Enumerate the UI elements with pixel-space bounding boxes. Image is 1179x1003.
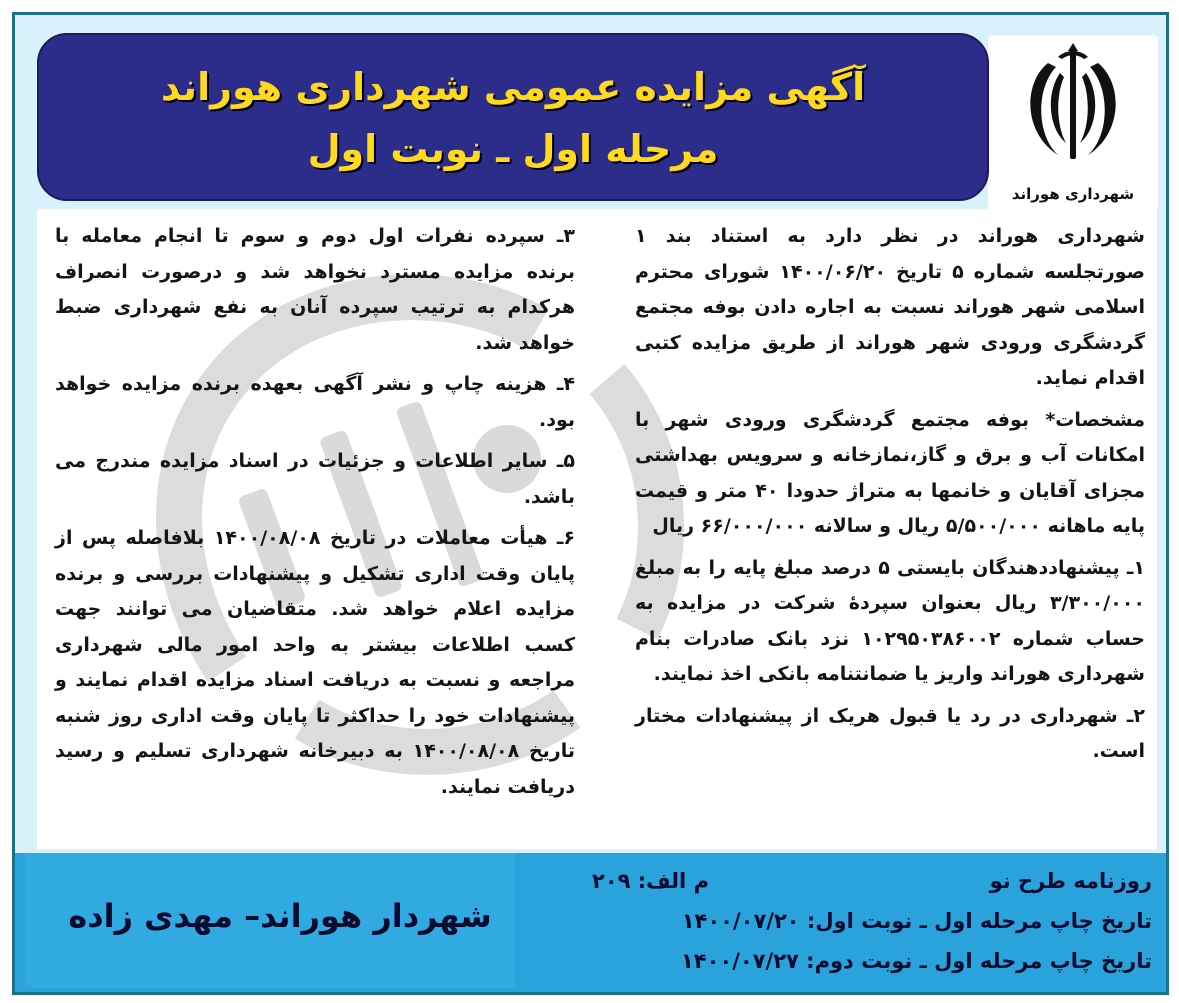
paragraph-item-2: ۲ـ شهرداری در رد یا قبول هریک از پیشنهادات مختار است.	[635, 704, 1145, 762]
banner-title: آگهی مزایده عمومی شهرداری هوراند	[160, 65, 866, 109]
first-print-date-label: تاریخ چاپ مرحله اول ـ نوبت اول:	[806, 909, 1152, 933]
title-banner	[37, 33, 989, 201]
emblem-caption: شهرداری هوراند	[1011, 185, 1135, 203]
paragraph-intro: شهرداری هوراند در نظر دارد به استناد بند ۱ صورتجلسه شماره ۵ تاریخ ۱۴۰۰/۰۶/۲۰ شورای محترم اسلامی شهر هوراند نسبت به اجاره دادن بوفه مجتمع گردشگری ورودی شهر هوراند از طریق مزایده کتبی اقدام نماید.	[635, 225, 1146, 389]
advertisement-page	[12, 12, 1169, 995]
paragraph-item-6: ۶ـ هیأت معاملات در تاریخ ۱۴۰۰/۰۸/۰۸ بلافاصله پس از پایان وقت اداری تشکیل و پیشنهادات بررسی و برنده مزایده اعلام خواهد شد. متقاضیان می توانند جهت کسب اطلاعات بیشتر به واحد امور مالی شهرداری مراجعه و نسبت به دریافت اسناد مزایده اقدام نمایند و پیشنهادات خود را حداکثر تا پایان وقت اداری روز شنبه تاریخ ۱۴۰۰/۰۸/۰۸ به دبیرخانه شهرداری تسلیم و رسید دریافت نمایند.	[55, 527, 576, 798]
second-print-date: ۱۴۰۰/۰۷/۲۷	[680, 949, 799, 973]
mayor-signature: شهردار هوراند– مهدی زاده	[68, 897, 492, 935]
paragraph-item-4: ۴ـ هزینه چاپ و نشر آگهی بعهده برنده مزایده خواهد بود.	[55, 373, 575, 431]
paragraph-item-1: ۱ـ پیشنهاددهندگان بایستی ۵ درصد مبلغ پایه را به مبلغ ۳/۳۰۰/۰۰۰ ریال بعنوان سپردهٔ شرکت در مزایده به حساب شماره ۱۰۲۹۵۰۳۸۶۰۰۲ نزد بانک صادرات بنام شهرداری هوراند واریز یا ضمانتنامه بانکی اخذ نمایند.	[635, 556, 1145, 685]
left-column	[55, 219, 575, 811]
second-print-date-label: تاریخ چاپ مرحله اول ـ نوبت دوم:	[806, 949, 1152, 973]
right-column	[635, 219, 1145, 776]
banner-subtitle: مرحله اول ـ نوبت اول	[307, 127, 719, 171]
newspaper-row	[592, 861, 1152, 901]
second-print-date-row	[592, 941, 1152, 981]
paragraph-item-3: ۳ـ سپرده نفرات اول دوم و سوم تا انجام معامله با برنده مزایده مسترد نخواهد شد و درصورت انصراف هرکدام به ترتیب سپرده آنان به نفع شهرداری ضبط خواهد شد.	[55, 225, 575, 354]
ad-code: م الف: ۲۰۹	[592, 869, 709, 893]
first-print-date-row	[592, 901, 1152, 941]
first-print-date: ۱۴۰۰/۰۷/۲۰	[681, 909, 800, 933]
newspaper-name: روزنامه طرح نو	[989, 869, 1152, 893]
notice-body	[37, 209, 1157, 849]
paragraph-specs: مشخصات* بوفه مجتمع گردشگری ورودی شهر با امکانات آب و برق و گاز،نمازخانه و سرویس بهداشتی مجزای آقایان و خانمها به متراژ حدودا ۴۰ متر و قیمت پایه ماهانه ۵/۵۰۰/۰۰۰ ریال و سالانه ۶۶/۰۰۰/۰۰۰ ریال	[635, 408, 1145, 537]
signature-box	[25, 853, 515, 988]
iran-emblem-icon	[1018, 43, 1128, 178]
footer-bar	[15, 853, 1166, 992]
emblem-block	[988, 35, 1158, 210]
publication-info	[592, 861, 1152, 981]
paragraph-item-5: ۵ـ سایر اطلاعات و جزئیات در اسناد مزایده مندرج می باشد.	[55, 450, 575, 508]
